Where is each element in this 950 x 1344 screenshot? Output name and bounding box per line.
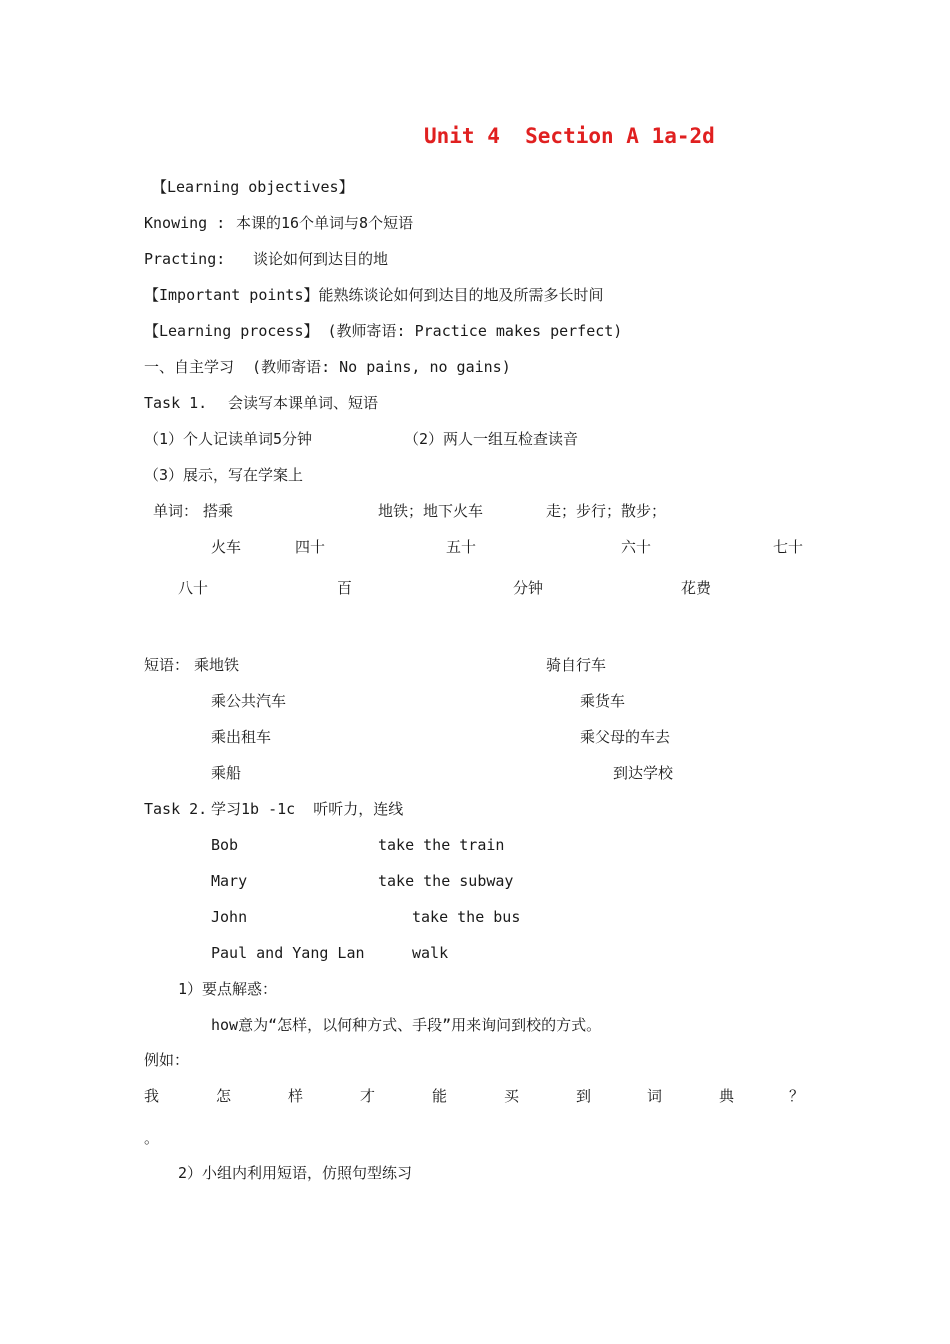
task1-text: 会读写本课单词、短语 (228, 394, 379, 412)
match-way: take the subway (378, 872, 514, 890)
task1-step1: （1）个人记读单词5分钟 (144, 430, 313, 448)
example-char: 词 (647, 1087, 663, 1105)
word-item: 走；步行；散步； (546, 502, 667, 520)
phrase-item: 乘船 (211, 764, 242, 782)
practing-label: Practing: (144, 250, 226, 268)
example-char: 才 (360, 1087, 376, 1105)
match-way: take the bus (412, 908, 521, 926)
example-period: 。 (144, 1129, 160, 1147)
example-char: ？ (789, 1087, 805, 1105)
match-way: take the train (378, 836, 505, 854)
word-item: 八十 (178, 579, 209, 597)
learning-process: 【Learning process】 (教师寄语: Practice makes perfect) (144, 322, 623, 340)
section-self-study: 一、自主学习 (教师寄语: No pains, no gains) (144, 358, 511, 376)
phrase-item: 到达学校 (613, 764, 674, 782)
words-label: 单词： (153, 502, 199, 520)
phrase-item: 乘公共汽车 (211, 692, 287, 710)
example-char: 买 (504, 1087, 520, 1105)
phrase-item: 乘货车 (580, 692, 626, 710)
example-char: 我 (144, 1087, 160, 1105)
how-explanation: how意为“怎样，以何种方式、手段”用来询问到校的方式。 (211, 1016, 602, 1034)
phrases-label: 短语： (144, 656, 190, 674)
knowing-label: Knowing : (144, 214, 226, 232)
example-char: 到 (576, 1087, 592, 1105)
page-title: Unit 4 Section A 1a-2d (424, 124, 715, 148)
phrase-item: 骑自行车 (546, 656, 607, 674)
example-char: 怎 (216, 1087, 232, 1105)
phrase-item: 乘地铁 (194, 656, 240, 674)
important-points: 【Important points】能熟练谈论如何到达目的地及所需多长时间 (144, 286, 604, 304)
practing-text: 谈论如何到达目的地 (253, 250, 389, 268)
word-item: 搭乘 (203, 502, 234, 520)
word-item: 花费 (681, 579, 712, 597)
match-name: Mary (211, 872, 248, 890)
word-item: 百 (337, 579, 353, 597)
word-item: 七十 (773, 538, 804, 556)
phrase-item: 乘出租车 (211, 728, 272, 746)
word-item: 地铁；地下火车 (378, 502, 484, 520)
task1-label: Task 1. (144, 394, 208, 412)
task1-step2: （2）两人一组互检查读音 (404, 430, 579, 448)
match-name: Bob (211, 836, 239, 854)
word-item: 四十 (295, 538, 326, 556)
objectives-header: 【Learning objectives】 (152, 178, 354, 196)
knowing-text: 本课的16个单词与8个短语 (236, 214, 414, 232)
match-name: John (211, 908, 248, 926)
match-name: Paul and Yang Lan (211, 944, 365, 962)
match-way: walk (412, 944, 449, 962)
task1-step3: （3）展示，写在学案上 (144, 466, 304, 484)
practice-instruction: 2）小组内利用短语，仿照句型练习 (178, 1164, 413, 1182)
word-item: 六十 (621, 538, 652, 556)
example-label: 例如： (144, 1051, 190, 1069)
word-item: 分钟 (513, 579, 544, 597)
example-char: 能 (432, 1087, 448, 1105)
word-item: 五十 (446, 538, 477, 556)
example-char: 典 (719, 1087, 735, 1105)
example-char: 样 (288, 1087, 304, 1105)
word-item: 火车 (211, 538, 242, 556)
points-header: 1）要点解惑： (178, 980, 278, 998)
task2-text: 学习1b -1c 听听力，连线 (211, 800, 404, 818)
task2-label: Task 2. (144, 800, 208, 818)
phrase-item: 乘父母的车去 (580, 728, 671, 746)
